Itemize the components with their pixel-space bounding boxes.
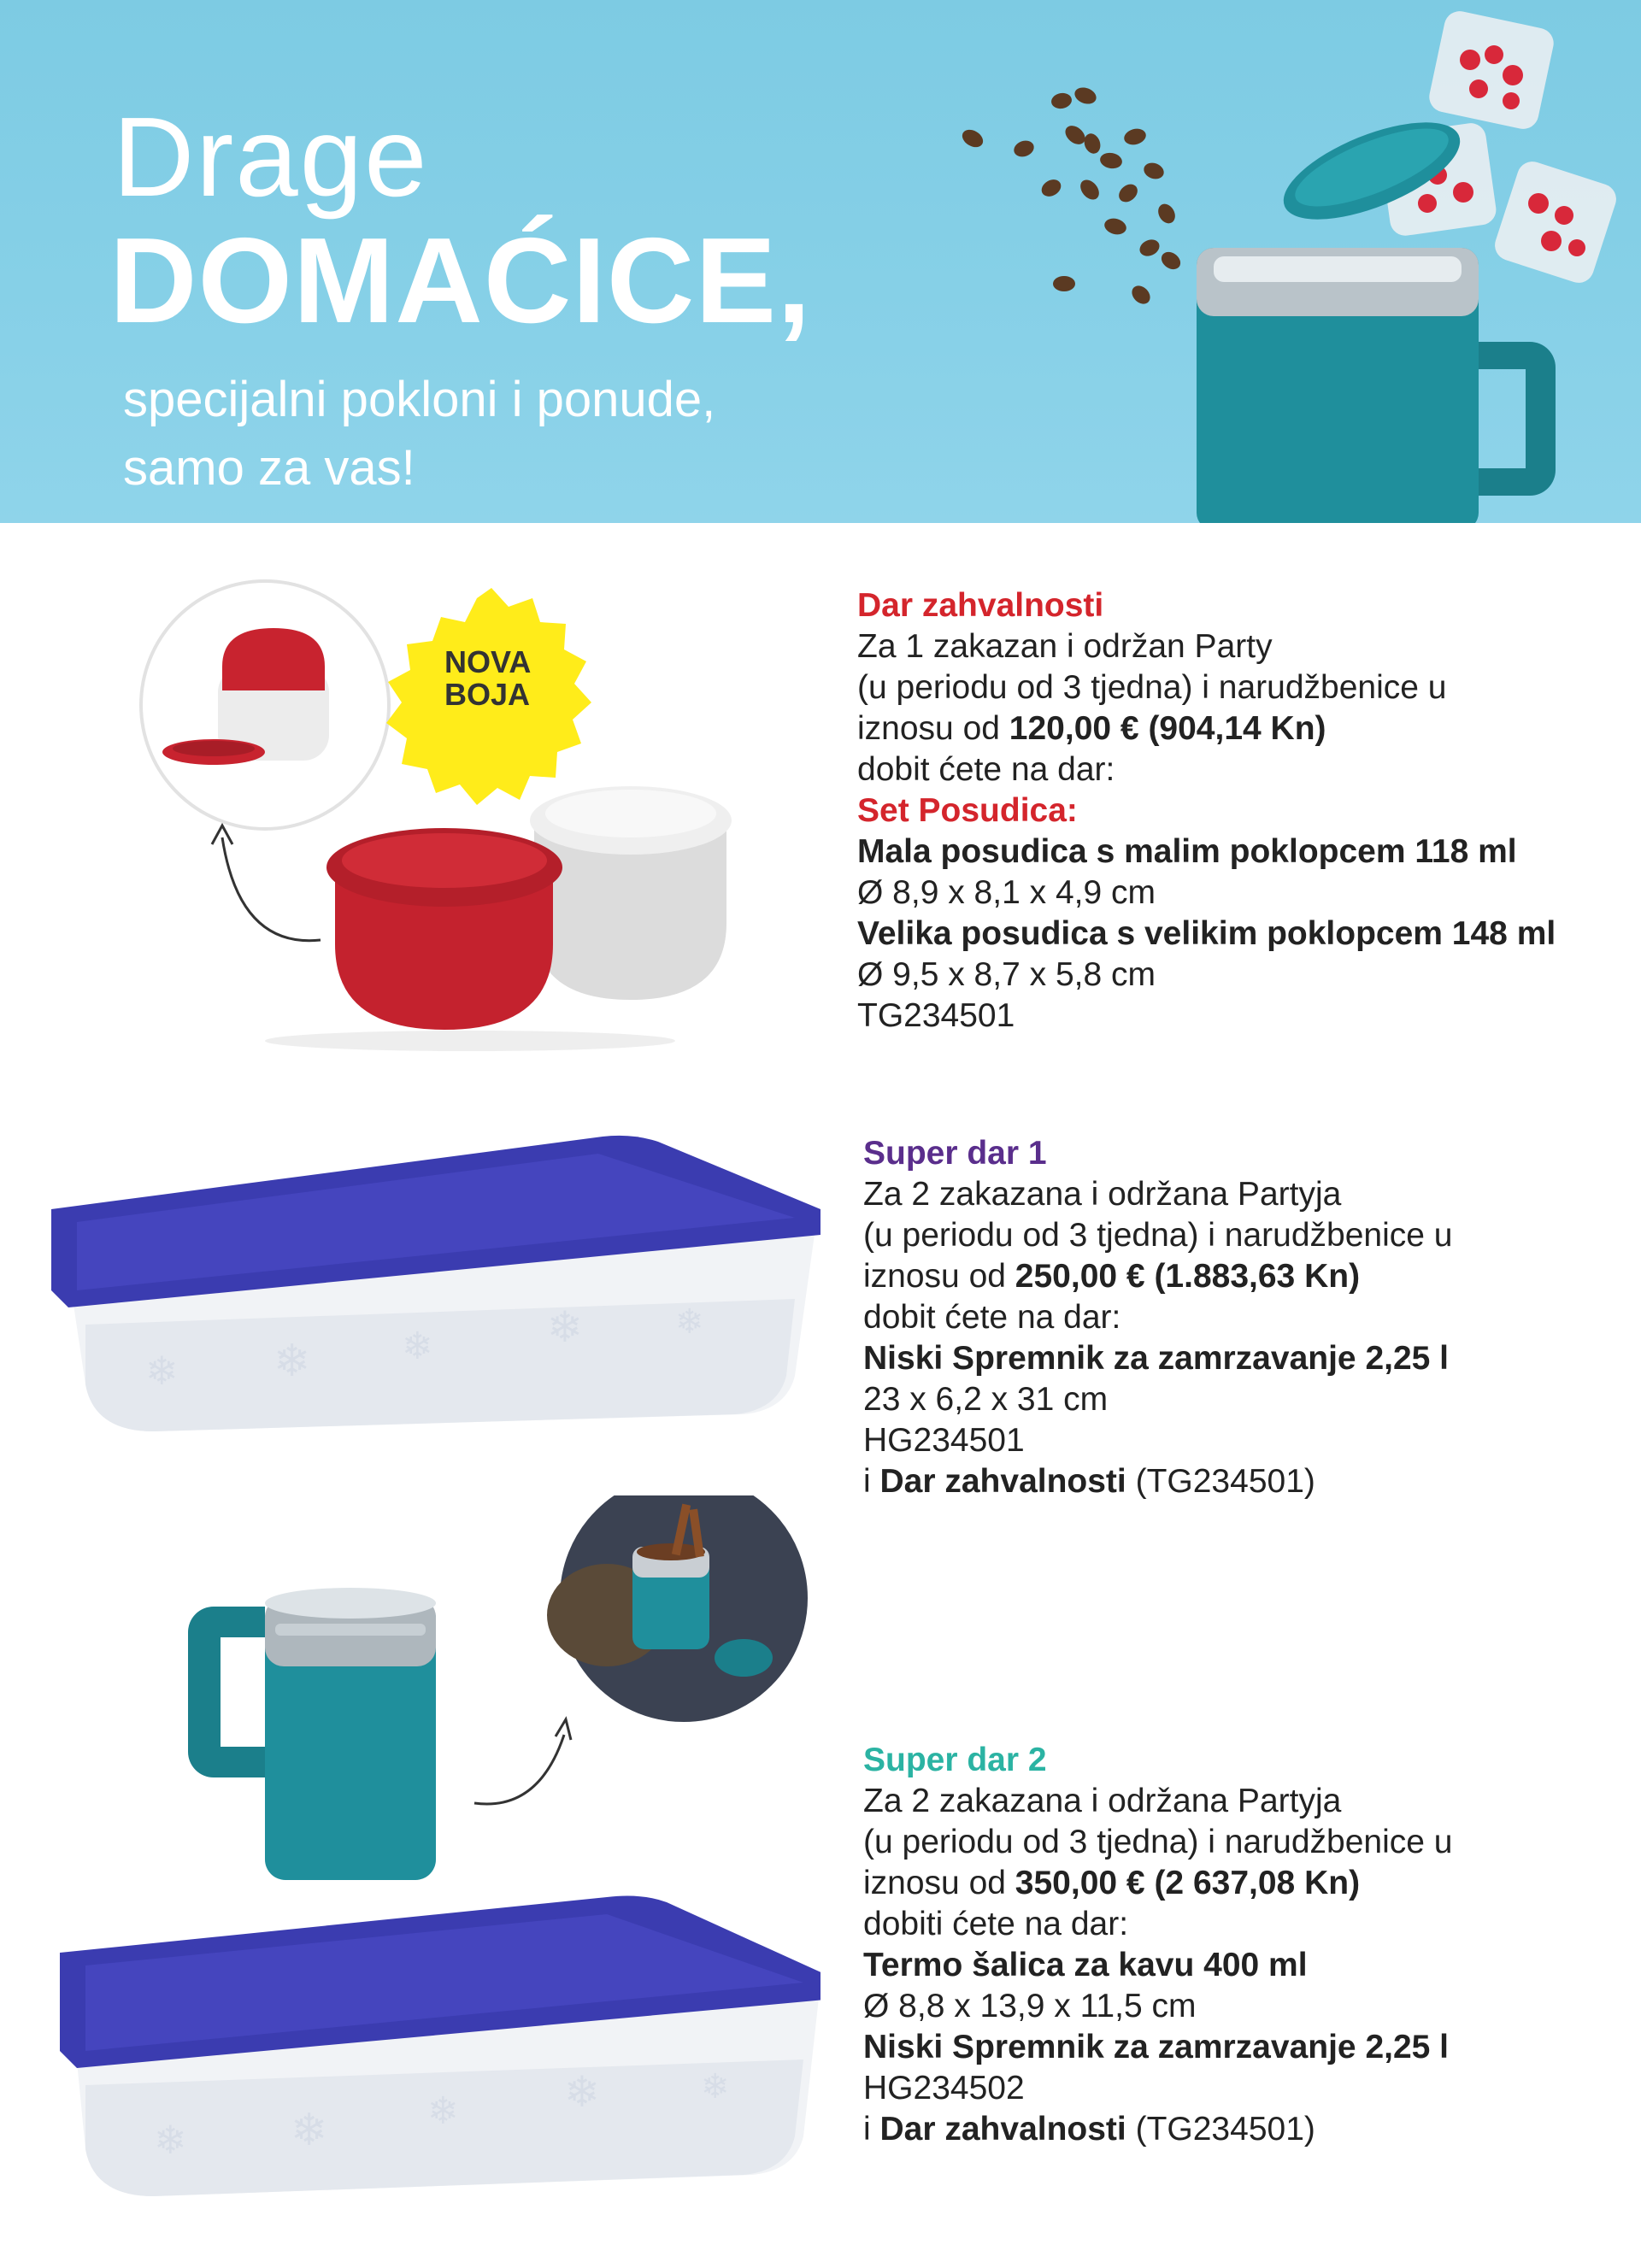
offer3-code: HG234502 bbox=[863, 2070, 1025, 2106]
offer2-freezer-container-image bbox=[43, 1128, 829, 1453]
offer2-line4: dobit ćete na dar: bbox=[863, 1299, 1121, 1336]
offer1-image bbox=[68, 564, 820, 1060]
arrow-icon bbox=[474, 1735, 564, 1804]
offer1-amount: 120,00 € (904,14 Kn) bbox=[1009, 710, 1326, 747]
svg-text:❄: ❄ bbox=[675, 1302, 704, 1342]
svg-text:❄: ❄ bbox=[701, 2067, 730, 2106]
coffee-beans-image bbox=[959, 85, 1184, 308]
arrow-icon bbox=[222, 837, 321, 941]
offer1-title: Dar zahvalnosti bbox=[857, 587, 1104, 624]
svg-text:❄: ❄ bbox=[145, 1348, 179, 1394]
offer3-item1-dims: Ø 8,8 x 13,9 x 11,5 cm bbox=[863, 1988, 1197, 2024]
badge-line1: NOVA bbox=[444, 644, 532, 679]
offer2-extra-code: (TG234501) bbox=[1126, 1463, 1315, 1500]
offer3-item1-name: Termo šalica za kavu 400 ml bbox=[863, 1947, 1308, 1983]
svg-text:❄: ❄ bbox=[427, 2089, 459, 2133]
offer1-line1: Za 1 zakazan i održan Party bbox=[857, 628, 1273, 665]
offer1-item2-dims: Ø 9,5 x 8,7 x 5,8 cm bbox=[857, 956, 1156, 993]
offer3-line1: Za 2 zakazana i održana Partyja bbox=[863, 1783, 1342, 1819]
svg-text:❄: ❄ bbox=[547, 1302, 583, 1352]
offer3-extra-code: (TG234501) bbox=[1126, 2111, 1315, 2148]
hero-illustration bbox=[923, 0, 1641, 523]
offer2-amount-line bbox=[863, 1256, 1452, 1297]
offer3-title: Super dar 2 bbox=[863, 1742, 1047, 1778]
offer2-line1: Za 2 zakazana i održana Partyja bbox=[863, 1176, 1342, 1213]
offer3-amount-prefix: iznosu od bbox=[863, 1865, 1015, 1901]
offer1-item1-dims: Ø 8,9 x 8,1 x 4,9 cm bbox=[857, 874, 1156, 911]
offer2-amount: 250,00 € (1.883,63 Kn) bbox=[1015, 1258, 1361, 1295]
offer1-code: TG234501 bbox=[857, 997, 1015, 1034]
hero-subtitle bbox=[123, 366, 892, 502]
svg-text:❄: ❄ bbox=[291, 2105, 328, 2156]
offer1-line4: dobit ćete na dar: bbox=[857, 751, 1115, 788]
offer2-code: HG234501 bbox=[863, 1422, 1025, 1459]
offer2-item1-name: Niski Spremnik za zamrzavanje 2,25 l bbox=[863, 1340, 1450, 1377]
offer1-set-title: Set Posudica: bbox=[857, 792, 1078, 829]
offer3-block bbox=[863, 1740, 1452, 2150]
offer2-extra-bold: Dar zahvalnosti bbox=[879, 1463, 1126, 1500]
svg-text:❄: ❄ bbox=[274, 1336, 311, 1387]
offer3-amount-line bbox=[863, 1863, 1452, 1904]
hero-subtitle-line2: samo za vas! bbox=[123, 440, 415, 496]
badge-line2: BOJA bbox=[444, 677, 531, 712]
red-bowl-image bbox=[326, 828, 562, 1030]
offer3-line4: dobiti ćete na dar: bbox=[863, 1906, 1129, 1942]
offer2-item1-dims: 23 x 6,2 x 31 cm bbox=[863, 1381, 1109, 1418]
offer2-extra-line bbox=[863, 1461, 1452, 1502]
offer1-block bbox=[857, 585, 1556, 1037]
svg-text:❄: ❄ bbox=[402, 1325, 433, 1368]
hero-title-light: Drage bbox=[113, 94, 429, 220]
offer1-item1-name: Mala posudica s malim poklopcem 118 ml bbox=[857, 833, 1517, 870]
offer2-block bbox=[863, 1133, 1452, 1502]
offer3-line2: (u periodu od 3 tjedna) i narudžbenice u bbox=[863, 1824, 1453, 1860]
offer3-image bbox=[51, 1495, 820, 2247]
badge-text bbox=[444, 646, 530, 711]
offer3-amount: 350,00 € (2 637,08 Kn) bbox=[1015, 1865, 1361, 1901]
hero-mug-image bbox=[1197, 103, 1556, 523]
hero-subtitle-line1: specijalni pokloni i ponude, bbox=[123, 372, 716, 427]
offer3-item2-name: Niski Spremnik za zamrzavanje 2,25 l bbox=[863, 2029, 1450, 2065]
white-bowl-image bbox=[530, 786, 732, 1000]
offer3-extra-line bbox=[863, 2109, 1452, 2150]
offer3-extra-bold: Dar zahvalnosti bbox=[879, 2111, 1126, 2148]
offer2-line2: (u periodu od 3 tjedna) i narudžbenice u bbox=[863, 1217, 1453, 1254]
thermo-mug-image bbox=[188, 1588, 436, 1880]
hero-banner bbox=[0, 0, 1641, 523]
offer1-amount-line bbox=[857, 708, 1556, 749]
offer3-freezer-container-image bbox=[60, 1895, 820, 2196]
hero-title-bold: DOMAĆICE, bbox=[109, 213, 812, 349]
offer2-extra-prefix: i bbox=[863, 1463, 880, 1500]
offer3-extra-prefix: i bbox=[863, 2111, 880, 2148]
offer1-line2: (u periodu od 3 tjedna) i narudžbenice u bbox=[857, 669, 1447, 706]
offer1-item2-name: Velika posudica s velikim poklopcem 148 ml bbox=[857, 915, 1556, 952]
offer2-title: Super dar 1 bbox=[863, 1135, 1047, 1172]
svg-text:❄: ❄ bbox=[154, 2117, 187, 2163]
offer2-amount-prefix: iznosu od bbox=[863, 1258, 1015, 1295]
offer1-amount-prefix: iznosu od bbox=[857, 710, 1009, 747]
svg-text:❄: ❄ bbox=[564, 2067, 600, 2117]
